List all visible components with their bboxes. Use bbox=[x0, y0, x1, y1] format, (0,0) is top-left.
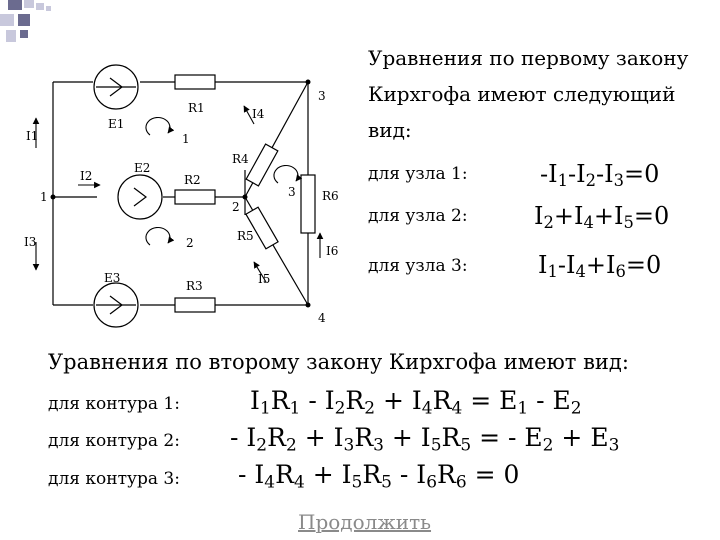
svg-text:I4: I4 bbox=[252, 107, 265, 121]
svg-text:1: 1 bbox=[40, 190, 48, 204]
contour2-label: для контура 2: bbox=[48, 431, 180, 451]
svg-text:I1: I1 bbox=[26, 129, 39, 143]
svg-text:I3: I3 bbox=[24, 235, 37, 249]
node1-label: для узла 1: bbox=[368, 164, 468, 184]
contour1-label: для контура 1: bbox=[48, 394, 180, 414]
node1-equation: $-I_1-I_2-I_3=0$ bbox=[540, 160, 660, 191]
node3-label: для узла 3: bbox=[368, 256, 468, 276]
contour3-equation: - $I_4R_4 + I_5R_5 - I_6R_6 = 0$ bbox=[238, 460, 520, 493]
svg-text:I5: I5 bbox=[258, 272, 271, 286]
node2-equation: $I_2+I_4+I_5=0$ bbox=[534, 202, 670, 233]
svg-text:3: 3 bbox=[318, 89, 326, 103]
node3-equation: $I_1-I_4+I_6=0$ bbox=[538, 251, 662, 282]
svg-text:1: 1 bbox=[182, 132, 190, 146]
intro-text: Уравнения по первому закону Кирхгофа имеют следующий вид: bbox=[368, 46, 689, 142]
svg-text:3: 3 bbox=[288, 185, 296, 199]
second-law-title: Уравнения по второму закону Кирхгофа имеют вид: bbox=[48, 350, 629, 374]
svg-text:R5: R5 bbox=[237, 229, 254, 243]
svg-text:R6: R6 bbox=[322, 189, 339, 203]
svg-text:E2: E2 bbox=[134, 161, 151, 175]
svg-text:4: 4 bbox=[318, 311, 326, 325]
svg-text:2: 2 bbox=[186, 236, 194, 250]
svg-text:I2: I2 bbox=[80, 169, 93, 183]
svg-text:E1: E1 bbox=[108, 117, 125, 131]
contour3-label: для контура 3: bbox=[48, 469, 180, 489]
corner-decoration bbox=[0, 0, 60, 45]
svg-text:2: 2 bbox=[232, 200, 240, 214]
svg-text:I6: I6 bbox=[326, 244, 339, 258]
contour1-equation: $I_1R_1 - I_2R_2 + I_4R_4 = E_1 - E_2$ bbox=[250, 386, 582, 419]
circuit-diagram bbox=[20, 55, 360, 345]
svg-text:R3: R3 bbox=[186, 279, 203, 293]
svg-text:R2: R2 bbox=[184, 173, 201, 187]
continue-link[interactable]: Продолжить bbox=[298, 510, 432, 534]
svg-text:E3: E3 bbox=[104, 271, 121, 285]
svg-text:R4: R4 bbox=[232, 152, 249, 166]
node2-label: для узла 2: bbox=[368, 206, 468, 226]
contour2-equation: - $I_2R_2 + I_3R_3 + I_5R_5$ = - $E_2 + E_3$ bbox=[230, 423, 620, 456]
svg-text:R1: R1 bbox=[188, 101, 205, 115]
